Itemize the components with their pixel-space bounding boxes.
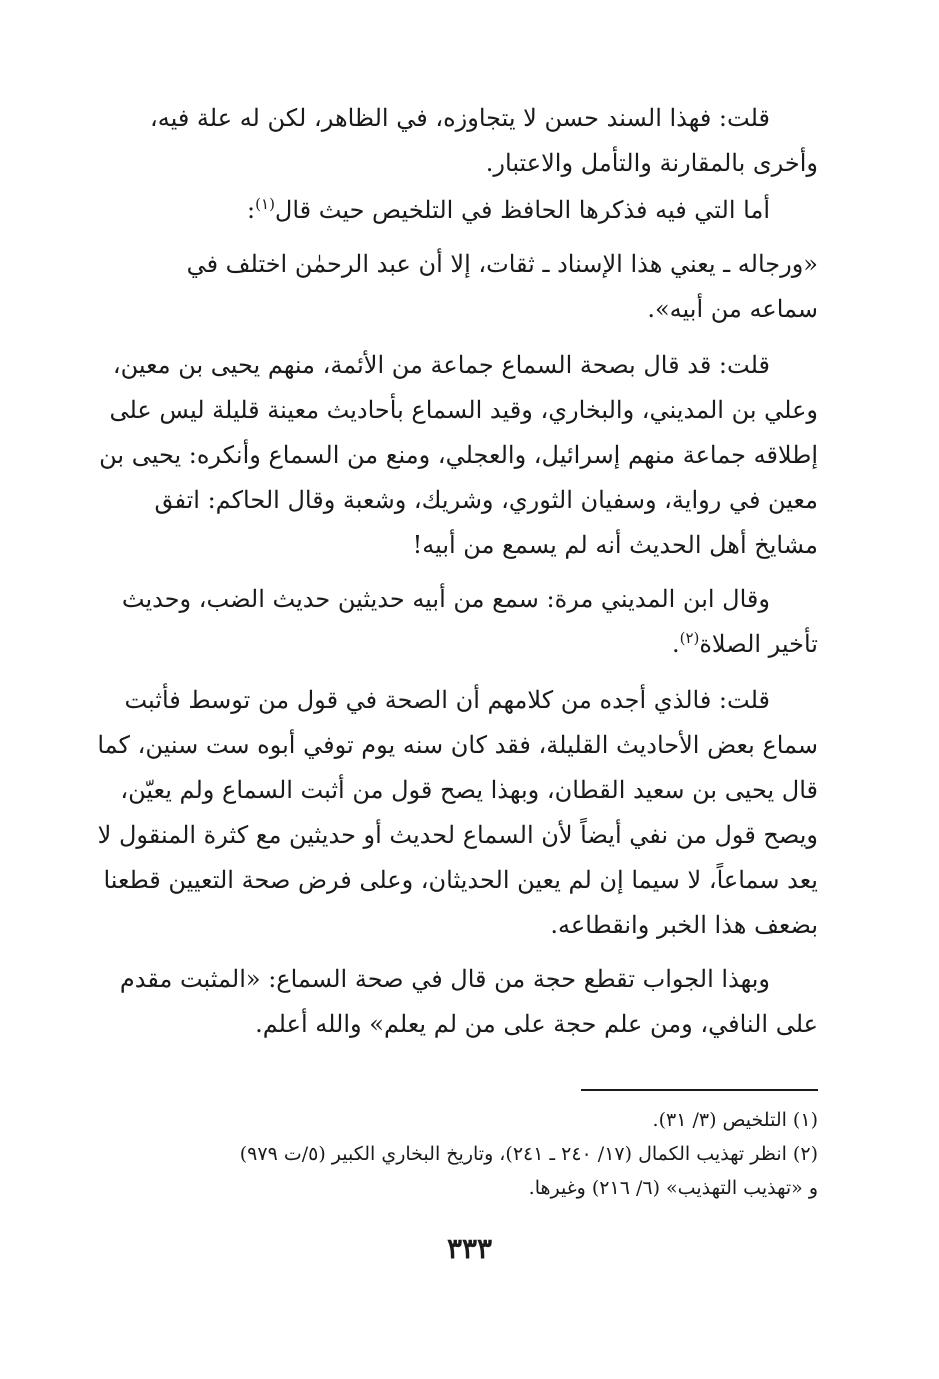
punctuation: :	[247, 196, 256, 224]
text-line: معين في رواية، وسفيان الثوري، وشريك، وشعبة وقال الحاكم: اتفق	[154, 486, 818, 514]
paragraph-5	[122, 577, 818, 667]
text-line: وقال ابن المديني مرة: سمع من أبيه حديثين حديث الضب، وحديث	[121, 585, 770, 613]
footnote-2: (٢) انظر تهذيب الكمال (١٧/ ٢٤٠ ـ ٢٤١)، وتاريخ البخاري الكبير (٥/ت ٩٧٩)	[239, 1143, 818, 1165]
footnote-divider	[581, 1089, 818, 1091]
text-line: سماعه من أبيه».	[647, 295, 818, 323]
text-line: وأخرى بالمقارنة والتأمل والاعتبار.	[485, 149, 818, 177]
text-line: قال يحيى بن سعيد القطان، وبهذا يصح قول من أثبت السماع ولم يعيّن،	[120, 776, 818, 804]
paragraph-4	[99, 343, 818, 568]
paragraph-6	[97, 678, 818, 948]
footnote-ref-1[interactable]: (١)	[255, 195, 275, 213]
text-line: «ورجاله ـ يعني هذا الإسناد ـ ثقات، إلا أن عبد الرحمٰن اختلف في	[186, 250, 818, 278]
page-number: ٣٣٣	[446, 1232, 493, 1265]
text-line: على النافي، ومن علم حجة على من لم يعلم» والله أعلم.	[255, 1010, 818, 1038]
text-line: سماع بعض الأحاديث القليلة، فقد كان سنه يوم توفي أبوه ست سنين، كما	[97, 731, 818, 759]
text-line: قلت: قد قال بصحة السماع جماعة من الأئمة، منهم يحيى بن معين،	[112, 351, 770, 379]
text-line: قلت: فالذي أجده من كلامهم أن الصحة في قول من توسط فأثبت	[124, 686, 770, 714]
text-line: قلت: فهذا السند حسن لا يتجاوزه، في الظاهر، لكن له علة فيه،	[149, 104, 770, 132]
text-line: ويصح قول من نفي أيضاً لأن السماع لحديث أو حديثين مع كثرة المنقول لا	[97, 821, 818, 849]
footnote-ref-2[interactable]: (٢)	[679, 629, 700, 647]
paragraph-text: تأخير الصلاة	[699, 630, 818, 658]
text-line: بضعف هذا الخبر وانقطاعه.	[550, 911, 818, 939]
paragraph-7	[119, 957, 818, 1047]
text-line	[122, 188, 818, 233]
text-line: وبهذا الجواب تقطع حجة من قال في صحة السماع: «المثبت مقدم	[119, 965, 770, 993]
footnote-1: (١) التلخيص (٣/ ٣١).	[652, 1109, 818, 1131]
text-line: وعلي بن المديني، والبخاري، وقيد السماع بأحاديث معينة قليلة ليس على	[109, 396, 818, 424]
punctuation: .	[671, 630, 680, 658]
paragraph-2	[122, 188, 818, 233]
footnotes	[122, 1103, 818, 1205]
text-line: مشايخ أهل الحديث أنه لم يسمع من أبيه!	[412, 531, 818, 559]
text-line	[122, 622, 818, 667]
paragraph-3-quote	[122, 242, 818, 332]
text-line: إطلاقه جماعة منهم إسرائيل، والعجلي، ومنع من السماع وأنكره: يحيى بن	[99, 441, 818, 469]
paragraph-1	[122, 96, 818, 186]
paragraph-text: أما التي فيه فذكرها الحافظ في التلخيص حيث قال	[274, 196, 770, 224]
main-text	[97, 96, 818, 1047]
text-line: يعد سماعاً، لا سيما إن لم يعين الحديثان، وعلى فرض صحة التعيين قطعنا	[103, 866, 818, 894]
footnote-2-continued: و «تهذيب التهذيب» (٦/ ٢١٦) وغيرها.	[528, 1177, 818, 1199]
